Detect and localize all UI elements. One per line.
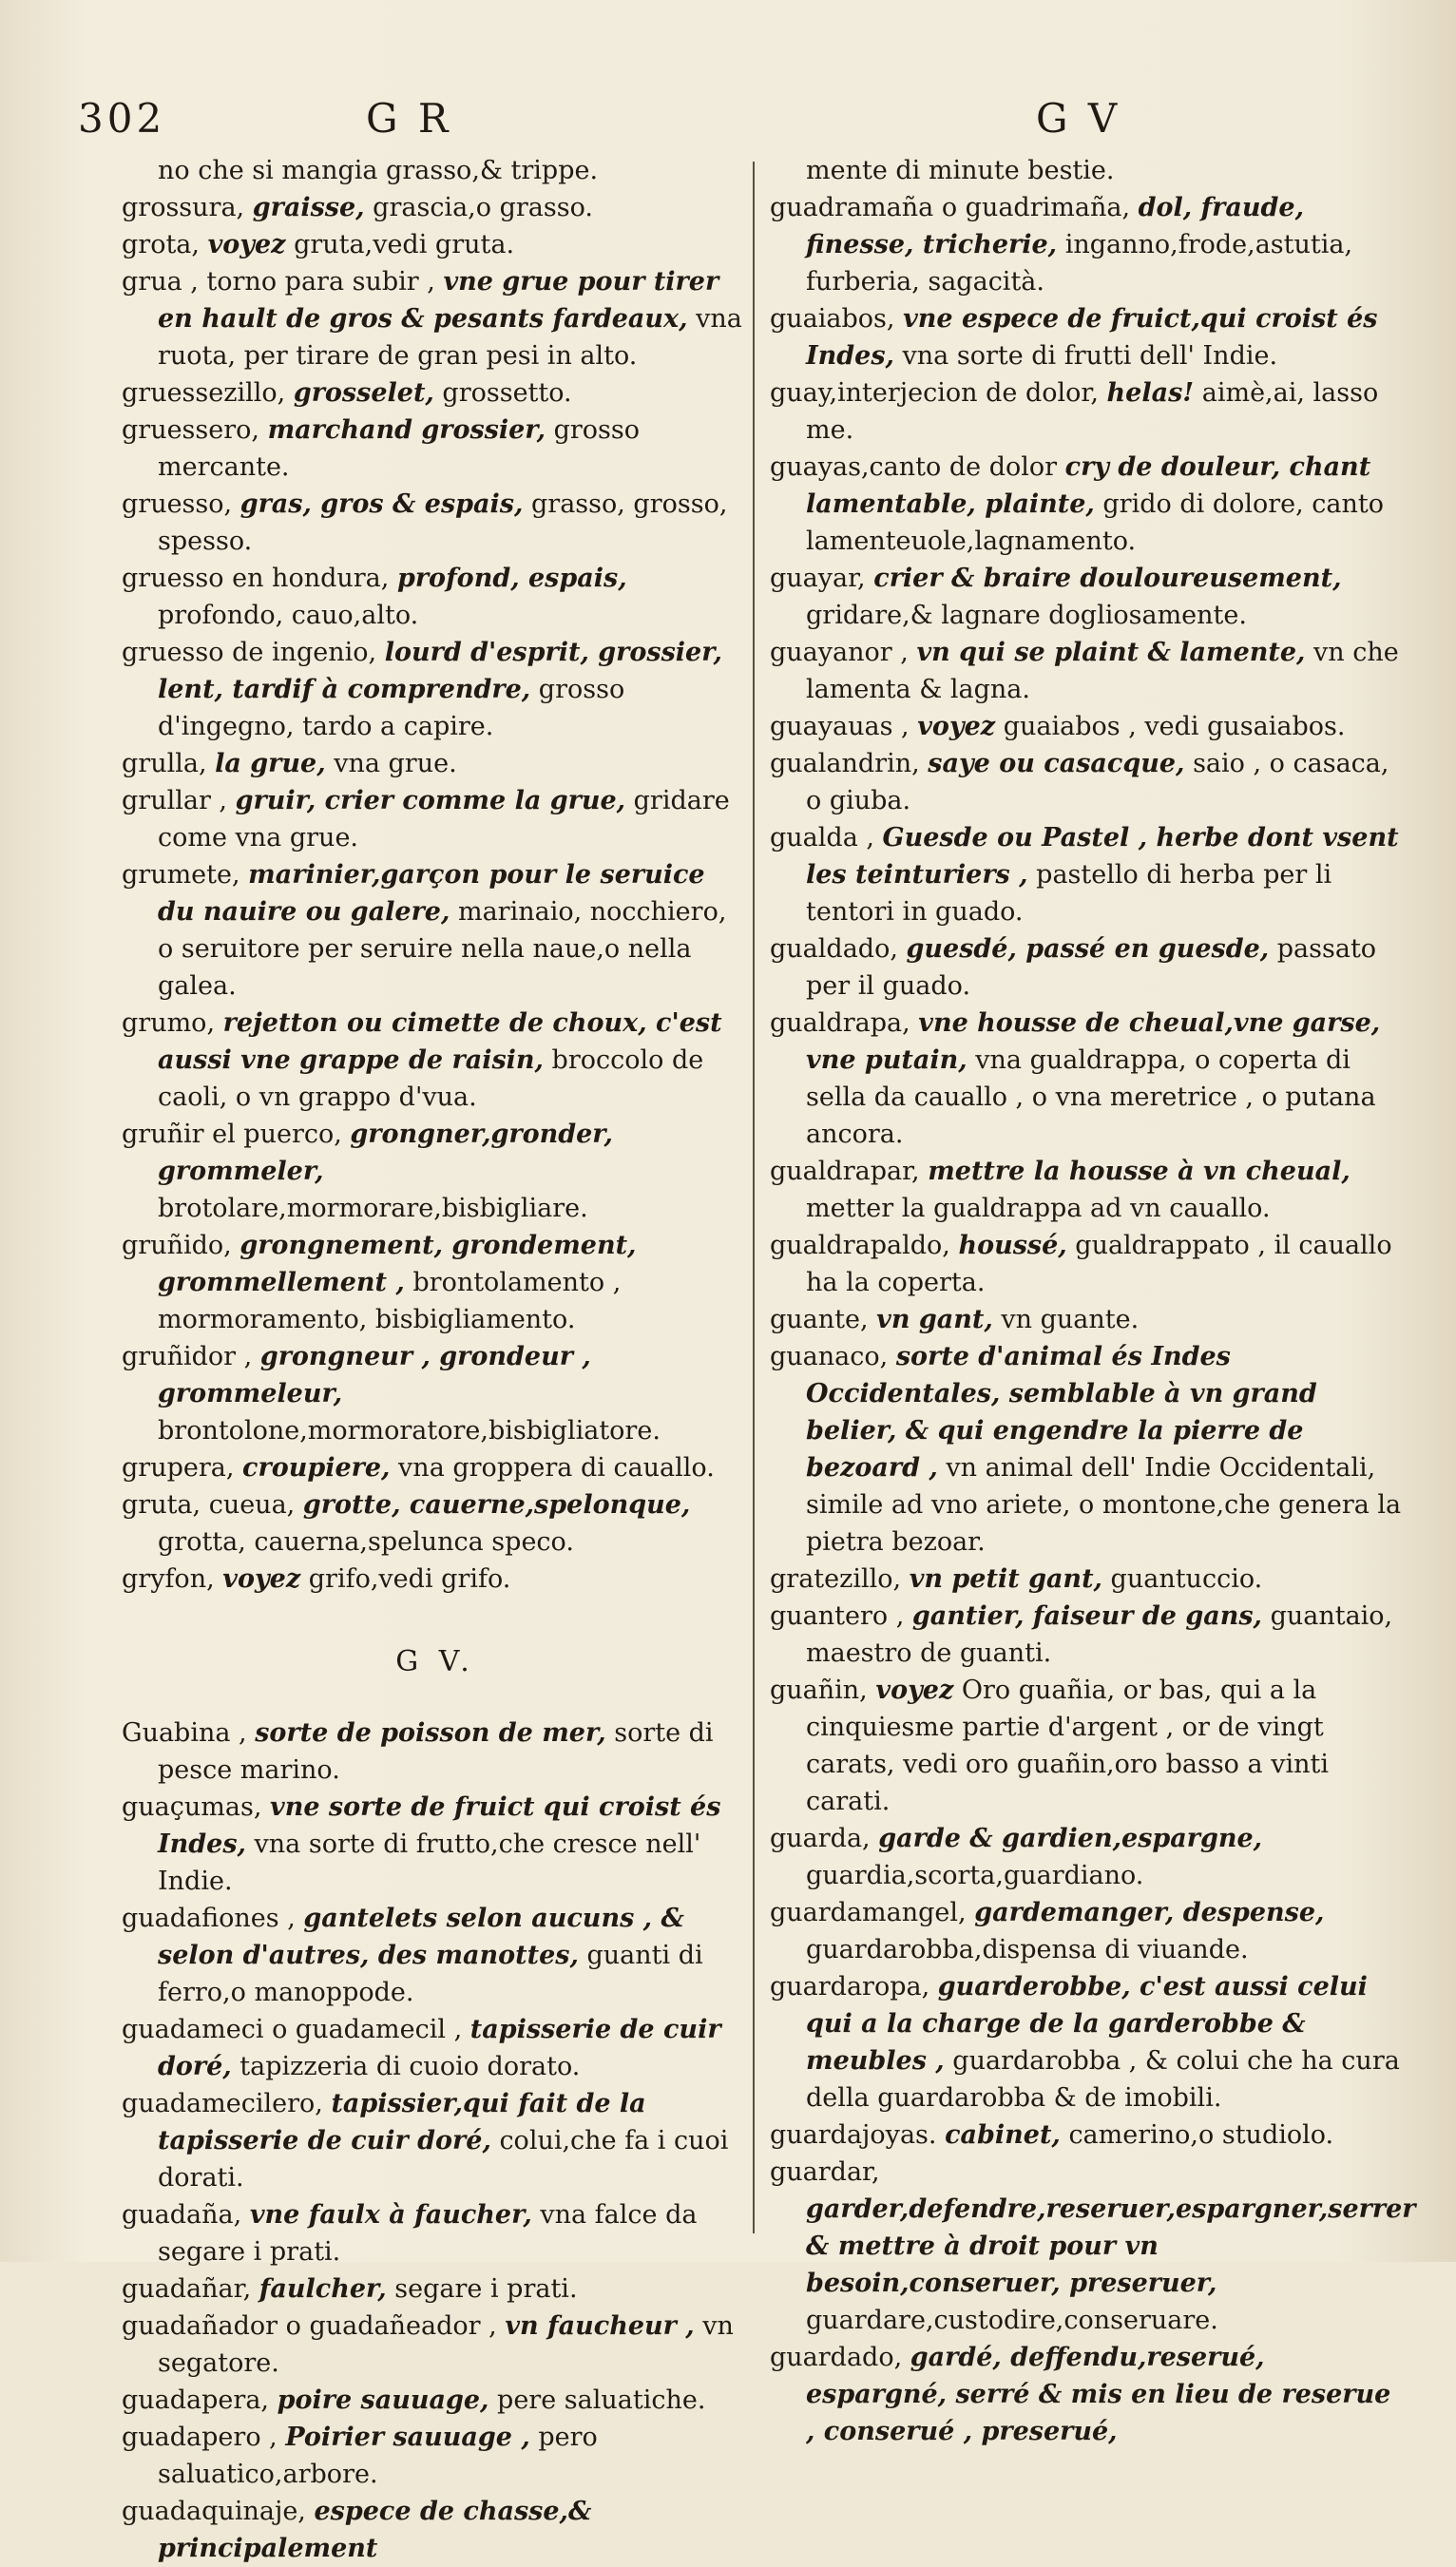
headword-spanish: guantero ,: [770, 1601, 905, 1631]
headword-spanish: guaiabos,: [770, 304, 895, 334]
gloss-french: rejetton ou cimette de choux, c'est aussi vne grappe de raisin,: [158, 1008, 722, 1075]
dictionary-entry: [770, 1894, 1407, 1968]
dictionary-entry: [122, 1715, 749, 1789]
headword-spanish: gualdrapa,: [770, 1008, 910, 1038]
gloss-french: tapissier,qui fait de la tapisserie de cuir doré,: [158, 2089, 646, 2155]
column-divider: [753, 162, 755, 2233]
gloss-italian: inganno,frode,astutia, furberia, sagacità.: [806, 230, 1353, 297]
dictionary-entry: [770, 1598, 1407, 1672]
entry-continuation: [806, 152, 1407, 189]
gloss-french: dol, fraude, finesse, tricherie,: [806, 193, 1304, 259]
headword-spanish: guardajoyas.: [770, 2120, 937, 2150]
headword-spanish: guadañador o guadañeador ,: [122, 2311, 497, 2341]
dictionary-entry: [770, 374, 1407, 449]
gloss-french: espece de chasse,& principalement: [158, 2497, 592, 2563]
headword-spanish: guarda,: [770, 1824, 871, 1853]
headword-spanish: grullar ,: [122, 786, 228, 815]
dictionary-entry: [122, 634, 749, 745]
dictionary-entry: [122, 2382, 749, 2419]
gloss-french: sorte de poisson de mer,: [255, 1718, 606, 1748]
gloss-french: gruir, crier comme la grue,: [235, 786, 626, 815]
gloss-italian: tapizzeria di cuoio dorato.: [239, 2052, 581, 2081]
gloss-italian: pero saluatico,arbore.: [158, 2423, 598, 2489]
dictionary-entry: [122, 1449, 749, 1486]
headword-spanish: grua , torno para subir ,: [122, 267, 435, 297]
gloss-french: Guesde ou Pastel , herbe dont vsent les teinturiers ,: [806, 823, 1399, 890]
dictionary-entry: [770, 1672, 1407, 1820]
dictionary-entry: [770, 745, 1407, 819]
gloss-italian: camerino,o studiolo.: [1068, 2120, 1334, 2150]
dictionary-entry: [770, 2117, 1407, 2154]
gloss-italian: grossetto.: [442, 378, 572, 408]
gloss-french: tapisserie de cuir doré,: [158, 2015, 721, 2081]
headword-spanish: gruessezillo,: [122, 378, 286, 408]
gloss-italian: guantaio, maestro de guanti.: [806, 1601, 1393, 1668]
gloss-french: cry de douleur, chant lamentable, plainte,: [806, 452, 1371, 519]
section-heading: G V.: [395, 1645, 475, 1678]
gloss-french: mettre la housse à vn cheual,: [928, 1157, 1351, 1186]
gloss-italian: guardarobba , & colui che ha cura della guardarobba & de imobili.: [806, 2046, 1400, 2113]
dictionary-entry: [770, 1561, 1407, 1598]
gloss-french: profond, espais,: [396, 564, 627, 593]
headword-spanish: guardaropa,: [770, 1972, 930, 2002]
dictionary-entry: [122, 189, 749, 226]
gloss-french: grotte, cauerne,spelonque,: [302, 1490, 691, 1520]
dictionary-entry: [122, 2493, 749, 2567]
headword-spanish: guardamangel,: [770, 1898, 967, 1927]
gloss-french: garder,defendre,reseruer,espargner,serrer & mettre à droit pour vn besoin,conseruer, preseruer,: [806, 2194, 1416, 2298]
headword-spanish: gualdrapaldo,: [770, 1231, 950, 1260]
dictionary-entry: [770, 1227, 1407, 1301]
headword-spanish: grulla,: [122, 749, 207, 778]
dictionary-entry: [770, 2154, 1416, 2339]
gloss-french: guarderobbe, c'est aussi celui qui a la charge de la garderobbe & meubles ,: [806, 1972, 1368, 2076]
gloss-french: helas!: [1106, 378, 1195, 408]
running-head-right: G V: [1036, 95, 1121, 142]
dictionary-entry: [770, 930, 1407, 1005]
dictionary-entry: [122, 1116, 749, 1227]
gloss-italian: profondo, cauo,alto.: [158, 601, 419, 630]
headword-spanish: guardado,: [770, 2343, 903, 2372]
gloss-italian: mente di minute bestie.: [806, 156, 1115, 185]
dictionary-entry: [122, 2308, 749, 2382]
gloss-french: garde & gardien,espargne,: [878, 1824, 1263, 1853]
dictionary-entry: [770, 2339, 1407, 2450]
gloss-french: vn petit gant,: [909, 1564, 1102, 1594]
page-number: 302: [78, 95, 166, 142]
headword-spanish: gruesso en hondura,: [122, 564, 390, 593]
gloss-french: graisse,: [252, 193, 365, 222]
gloss-french: voyez: [875, 1676, 954, 1705]
dictionary-entry: [122, 856, 749, 1005]
headword-spanish: guadafiones ,: [122, 1904, 296, 1933]
gloss-french: vne faulx à faucher,: [249, 2200, 532, 2230]
gloss-italian: gridare,& lagnare dogliosamente.: [806, 601, 1247, 630]
headword-spanish: guadapero ,: [122, 2423, 278, 2452]
dictionary-entry: [122, 1338, 749, 1449]
gloss-italian: gruta,vedi gruta.: [294, 230, 515, 259]
gloss-italian: vn che lamenta & lagna.: [806, 638, 1399, 704]
gloss-italian: broccolo de caoli, o vn grappo d'vua.: [158, 1045, 704, 1112]
headword-spanish: gruñido,: [122, 1231, 232, 1260]
gloss-french: vn qui se plaint & lamente,: [916, 638, 1306, 667]
dictionary-entry: [122, 2419, 749, 2493]
dictionary-entry: [122, 2011, 749, 2085]
headword-spanish: gualandrin,: [770, 749, 920, 778]
gloss-italian: vna ruota, per tirare de gran pesi in alto.: [158, 304, 742, 371]
headword-spanish: guadañar,: [122, 2274, 252, 2304]
headword-spanish: guañin,: [770, 1676, 868, 1705]
gloss-italian: vn segatore.: [158, 2311, 734, 2378]
headword-spanish: guayauas ,: [770, 712, 910, 741]
dictionary-entry: [770, 560, 1407, 634]
dictionary-entry: [770, 1153, 1407, 1227]
headword-spanish: gruesso,: [122, 489, 233, 519]
headword-spanish: grossura,: [122, 193, 245, 222]
dictionary-entry: [770, 819, 1407, 930]
gloss-french: vn faucheur ,: [505, 2311, 695, 2341]
headword-spanish: grupera,: [122, 1453, 235, 1483]
gloss-french: poire sauuage,: [277, 2385, 489, 2415]
gloss-italian: Oro guañia, or bas, qui a la cinquiesme partie d'argent , or de vingt carats, vedi oro guañin,oro basso a vinti carati.: [806, 1676, 1329, 1816]
gloss-italian: vna grue.: [334, 749, 457, 778]
gloss-french: gras, gros & espais,: [239, 489, 524, 519]
gloss-italian: colui,che fa i cuoi dorati.: [158, 2126, 729, 2193]
headword-spanish: guaçumas,: [122, 1792, 262, 1822]
gloss-italian: vna falce da segare i prati.: [158, 2200, 698, 2267]
gloss-italian: metter la gualdrappa ad vn cauallo.: [806, 1194, 1271, 1223]
gloss-italian: sorte di pesce marino.: [158, 1718, 714, 1785]
headword-spanish: guadaña,: [122, 2200, 242, 2230]
entry-continuation: [158, 152, 749, 189]
gloss-italian: marinaio, nocchiero, o seruitore per seruire nella naue,o nella galea.: [158, 897, 727, 1001]
gloss-french: guesdé, passé en guesde,: [906, 934, 1270, 964]
headword-spanish: guadameci o guadamecil ,: [122, 2015, 463, 2044]
gloss-italian: grosso mercante.: [158, 415, 640, 482]
dictionary-entry: [122, 412, 749, 486]
dictionary-entry: [122, 2270, 749, 2308]
gloss-french: vne sorte de fruict qui croist és Indes,: [158, 1792, 721, 1859]
dictionary-entry: [122, 263, 749, 374]
gloss-italian: grido di dolore, canto lamenteuole,lagnamento.: [806, 489, 1385, 556]
gloss-italian: aimè,ai, lasso me.: [806, 378, 1379, 445]
gloss-italian: guardia,scorta,guardiano.: [806, 1861, 1144, 1890]
gloss-italian: brotolare,mormorare,bisbigliare.: [158, 1194, 588, 1223]
gloss-french: gantelets selon aucuns , & selon d'autres, des manottes,: [158, 1904, 684, 1970]
gloss-french: gardé, deffendu,reserué, espargné, serré & mis en lieu de reserue , conserué , preserué,: [806, 2343, 1391, 2446]
gloss-italian: gualdrappato , il cauallo ha la coperta.: [806, 1231, 1392, 1297]
headword-spanish: guayanor ,: [770, 638, 909, 667]
headword-spanish: guardar,: [770, 2157, 880, 2187]
headword-spanish: grumete,: [122, 860, 240, 890]
dictionary-entry: [122, 1227, 749, 1338]
gloss-french: la grue,: [215, 749, 326, 778]
dictionary-entry: [770, 300, 1407, 374]
dictionary-entry: [122, 2196, 749, 2270]
headword-spanish: gruta, cueua,: [122, 1490, 296, 1520]
headword-spanish: gryfon,: [122, 1564, 215, 1594]
dictionary-entry: [770, 189, 1407, 300]
dictionary-entry: [122, 1561, 749, 1598]
gloss-french: houssé,: [958, 1231, 1067, 1260]
gloss-italian: grosso d'ingegno, tardo a capire.: [158, 675, 625, 741]
gloss-italian: guanti di ferro,o manoppode.: [158, 1941, 703, 2007]
gloss-french: grongner,gronder, grommeler,: [158, 1120, 613, 1186]
dictionary-entry: [122, 1486, 749, 1561]
gloss-italian: pere saluatiche.: [497, 2385, 706, 2415]
gloss-french: vne espece de fruict,qui croist és Indes,: [806, 304, 1378, 371]
left-column: [122, 152, 749, 2563]
headword-spanish: guayar,: [770, 564, 866, 593]
gloss-french: cabinet,: [945, 2120, 1061, 2150]
headword-spanish: guante,: [770, 1305, 869, 1334]
gloss-italian: vna gualdrappa, o coperta di sella da cauallo , o vna meretrice , o putana ancora.: [806, 1045, 1376, 1149]
headword-spanish: gualdado,: [770, 934, 898, 964]
gloss-french: marinier,garçon pour le seruice du nauire ou galere,: [158, 860, 705, 927]
gloss-italian: grasso, grosso, spesso.: [158, 489, 728, 556]
gloss-french: gardemanger, despense,: [974, 1898, 1325, 1927]
gloss-french: faulcher,: [259, 2274, 387, 2304]
gloss-italian: grifo,vedi grifo.: [308, 1564, 511, 1594]
gloss-italian: saio , o casaca, o giuba.: [806, 749, 1389, 815]
gloss-italian: pastello di herba per li tentori in guado.: [806, 860, 1332, 927]
headword-spanish: Guabina ,: [122, 1718, 247, 1748]
gloss-french: voyez: [207, 230, 286, 259]
headword-spanish: gualdrapar,: [770, 1157, 920, 1186]
gloss-french: voyez: [917, 712, 996, 741]
running-head-left: G R: [366, 95, 452, 142]
gloss-french: vne housse de cheual,vne garse, vne putain,: [806, 1008, 1381, 1075]
gloss-french: marchand grossier,: [267, 415, 546, 445]
headword-spanish: guanaco,: [770, 1342, 889, 1371]
headword-spanish: guadamecilero,: [122, 2089, 323, 2118]
gloss-italian: brontolamento , mormoramento, bisbigliamento.: [158, 1268, 622, 1334]
dictionary-entry: [122, 782, 749, 856]
gloss-french: gantier, faiseur de gans,: [911, 1601, 1262, 1631]
gloss-french: croupiere,: [242, 1453, 391, 1483]
headword-spanish: gruñidor ,: [122, 1342, 253, 1371]
gloss-french: crier & braire douloureusement,: [873, 564, 1342, 593]
headword-spanish: guadaquinaje,: [122, 2497, 306, 2526]
dictionary-entry: [122, 2085, 749, 2196]
gloss-italian: grascia,o grasso.: [373, 193, 593, 222]
headword-spanish: grota,: [122, 230, 200, 259]
gloss-italian: brontolone,mormoratore,bisbigliatore.: [158, 1416, 661, 1446]
dictionary-entry: [770, 1005, 1407, 1153]
right-column: [770, 152, 1416, 2446]
gloss-italian: vn guante.: [1001, 1305, 1140, 1334]
dictionary-entry: [770, 1301, 1407, 1338]
gloss-italian: guantuccio.: [1110, 1564, 1263, 1594]
gloss-french: vn gant,: [876, 1305, 993, 1334]
gloss-italian: grotta, cauerna,spelunca speco.: [158, 1527, 574, 1557]
headword-spanish: gruesso de ingenio,: [122, 638, 377, 667]
gloss-french: Poirier sauuage ,: [285, 2423, 530, 2452]
dictionary-entry: [122, 1789, 749, 1900]
headword-spanish: guadramaña o guadrimaña,: [770, 193, 1131, 222]
headword-spanish: guay,interjecion de dolor,: [770, 378, 1099, 408]
dictionary-entry: [770, 708, 1407, 745]
gloss-italian: passato per il guado.: [806, 934, 1377, 1001]
gloss-italian: segare i prati.: [394, 2274, 578, 2304]
dictionary-entry: [770, 1968, 1407, 2117]
headword-spanish: guayas,canto de dolor: [770, 452, 1058, 482]
gloss-italian: vna sorte di frutti dell' Indie.: [902, 341, 1278, 371]
gloss-italian: gridare come vna grue.: [158, 786, 730, 852]
dictionary-entry: [122, 374, 749, 412]
gloss-italian: guardare,custodire,conseruare.: [806, 2306, 1218, 2335]
dictionary-entry: [770, 449, 1407, 560]
headword-spanish: gruñir el puerco,: [122, 1120, 342, 1149]
headword-spanish: gualda ,: [770, 823, 874, 852]
gloss-french: grosselet,: [293, 378, 434, 408]
gloss-italian: guardarobba,dispensa di viuande.: [806, 1935, 1249, 1964]
gloss-french: lourd d'esprit, grossier, lent, tardif à comprendre,: [158, 638, 722, 704]
gloss-french: grongneur , grondeur , grommeleur,: [158, 1342, 591, 1408]
gloss-french: vne grue pour tirer en hault de gros & pesants fardeaux,: [158, 267, 719, 334]
headword-spanish: guadapera,: [122, 2385, 269, 2415]
dictionary-entry: [770, 634, 1407, 708]
dictionary-entry: [122, 1005, 749, 1116]
gloss-italian: guaiabos , vedi gusaiabos.: [1003, 712, 1346, 741]
dictionary-entry: [122, 560, 749, 634]
dictionary-entry: [770, 1338, 1407, 1561]
headword-spanish: gruessero,: [122, 415, 259, 445]
headword-spanish: gratezillo,: [770, 1564, 902, 1594]
gloss-french: saye ou casacque,: [928, 749, 1185, 778]
dictionary-entry: [122, 486, 749, 560]
gloss-italian: no che si mangia grasso,& trippe.: [158, 156, 599, 185]
dictionary-entry: [770, 1820, 1407, 1894]
gloss-italian: vna groppera di cauallo.: [398, 1453, 715, 1483]
gloss-italian: vna sorte di frutto,che cresce nell' Indie.: [158, 1829, 701, 1896]
dictionary-entry: [122, 1900, 749, 2011]
gloss-italian: vn animal dell' Indie Occidentali, simile ad vno ariete, o montone,che genera la pietra bezoar.: [806, 1453, 1402, 1557]
gloss-french: voyez: [222, 1564, 301, 1594]
headword-spanish: grumo,: [122, 1008, 216, 1038]
dictionary-entry: [122, 745, 749, 782]
gloss-french: sorte d'animal és Indes Occidentales, semblable à vn grand belier, & qui engendre la pierre de bezoard ,: [806, 1342, 1317, 1483]
dictionary-entry: [122, 226, 749, 263]
gloss-french: grongnement, grondement, grommellement ,: [158, 1231, 637, 1297]
